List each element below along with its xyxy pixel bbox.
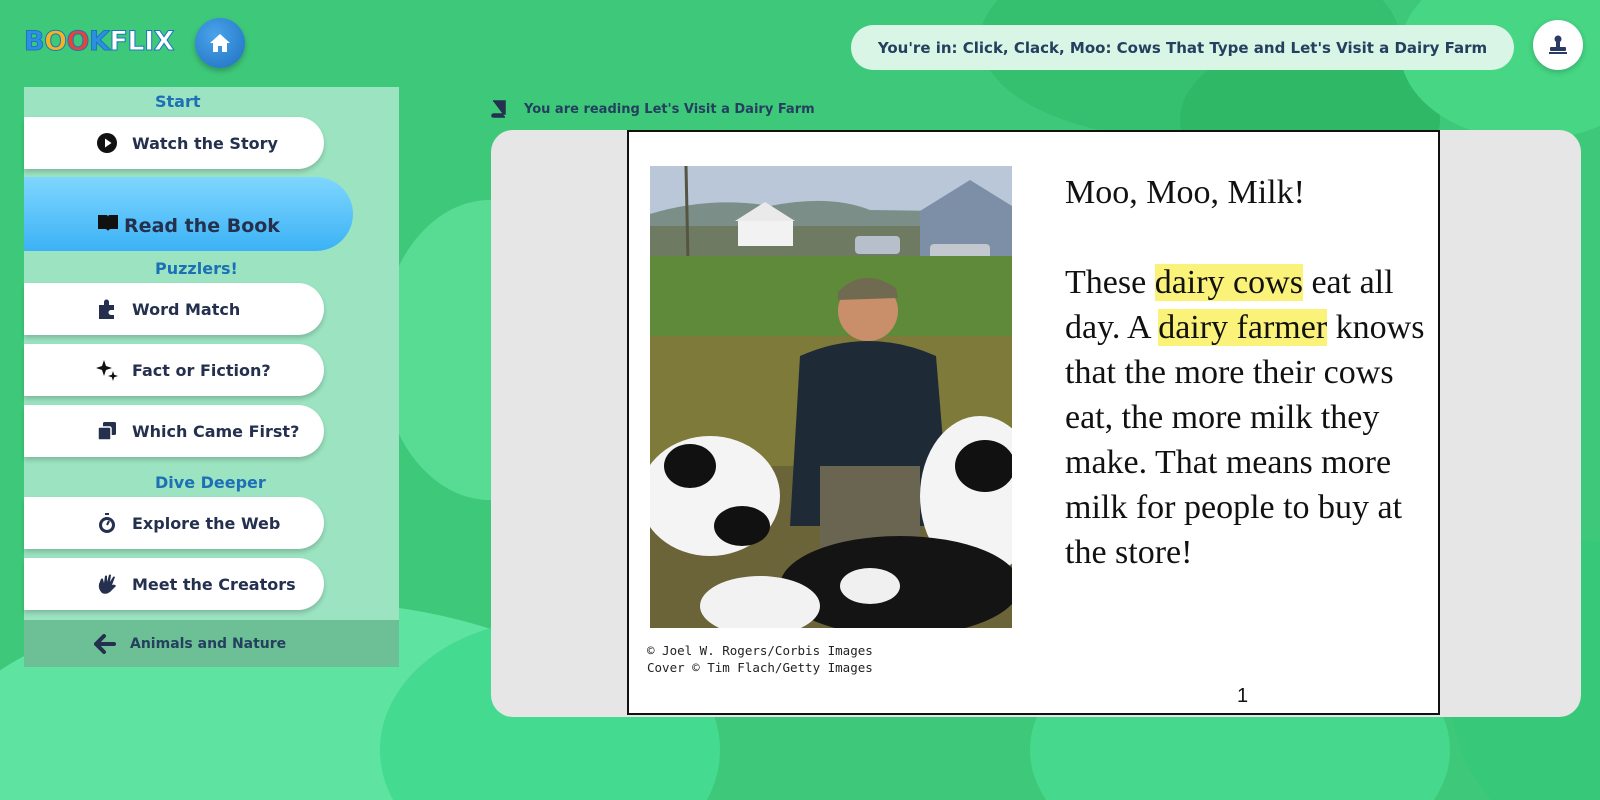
- home-icon: [208, 32, 232, 54]
- farmer-with-calves-photo: [650, 166, 1012, 628]
- vocab-highlight-dairy-cows[interactable]: dairy cows: [1154, 264, 1303, 301]
- puzzle-icon: [96, 298, 118, 320]
- section-title-dive-deeper: Dive Deeper: [155, 473, 266, 492]
- word-match-button[interactable]: Word Match: [24, 283, 324, 335]
- section-title-puzzlers: Puzzlers!: [155, 259, 238, 278]
- which-came-first-button[interactable]: Which Came First?: [24, 405, 324, 457]
- book-page: [627, 130, 1440, 715]
- cover-credit: Cover © Tim Flach/Getty Images: [647, 660, 873, 675]
- page-number: 1: [1237, 685, 1249, 707]
- vocab-highlight-dairy-farmer[interactable]: dairy farmer: [1158, 309, 1328, 346]
- book-icon: [490, 100, 506, 118]
- photo-credit: © Joel W. Rogers/Corbis Images: [647, 643, 873, 658]
- fact-or-fiction-button[interactable]: Fact or Fiction?: [24, 344, 324, 396]
- sidebar: [24, 87, 399, 667]
- story-text: [1065, 170, 1425, 575]
- section-title-start: Start: [155, 92, 201, 111]
- page-heading: Moo, Moo, Milk!: [1065, 174, 1305, 211]
- arrow-left-icon: [94, 634, 116, 654]
- meet-creators-button[interactable]: Meet the Creators: [24, 558, 324, 610]
- breadcrumb: You're in: Click, Clack, Moo: Cows That Type and Let's Visit a Dairy Farm: [851, 25, 1514, 70]
- explore-web-button[interactable]: Explore the Web: [24, 497, 324, 549]
- user-profile-button[interactable]: [1533, 20, 1583, 70]
- watch-story-button[interactable]: Watch the Story: [24, 117, 324, 169]
- open-book-icon: [97, 214, 119, 237]
- home-button[interactable]: [195, 18, 245, 68]
- waving-hand-icon: [96, 573, 118, 595]
- story-paragraph: These dairy cows eat all day. A dairy farmer knows that the more their cows eat, the more milk they make. That means more milk for people to buy at the store!: [1065, 264, 1425, 571]
- read-book-button[interactable]: Read the Book: [24, 177, 353, 251]
- sparkle-icon: [96, 359, 118, 381]
- stamp-icon: [1546, 33, 1570, 57]
- play-icon: [96, 132, 118, 154]
- stopwatch-icon: [96, 512, 118, 534]
- bookflix-logo[interactable]: BOOKFLIX: [24, 26, 174, 57]
- reading-status: You are reading Let's Visit a Dairy Farm: [490, 100, 815, 118]
- stacked-cards-icon: [96, 420, 118, 442]
- back-to-category-link[interactable]: Animals and Nature: [24, 620, 399, 667]
